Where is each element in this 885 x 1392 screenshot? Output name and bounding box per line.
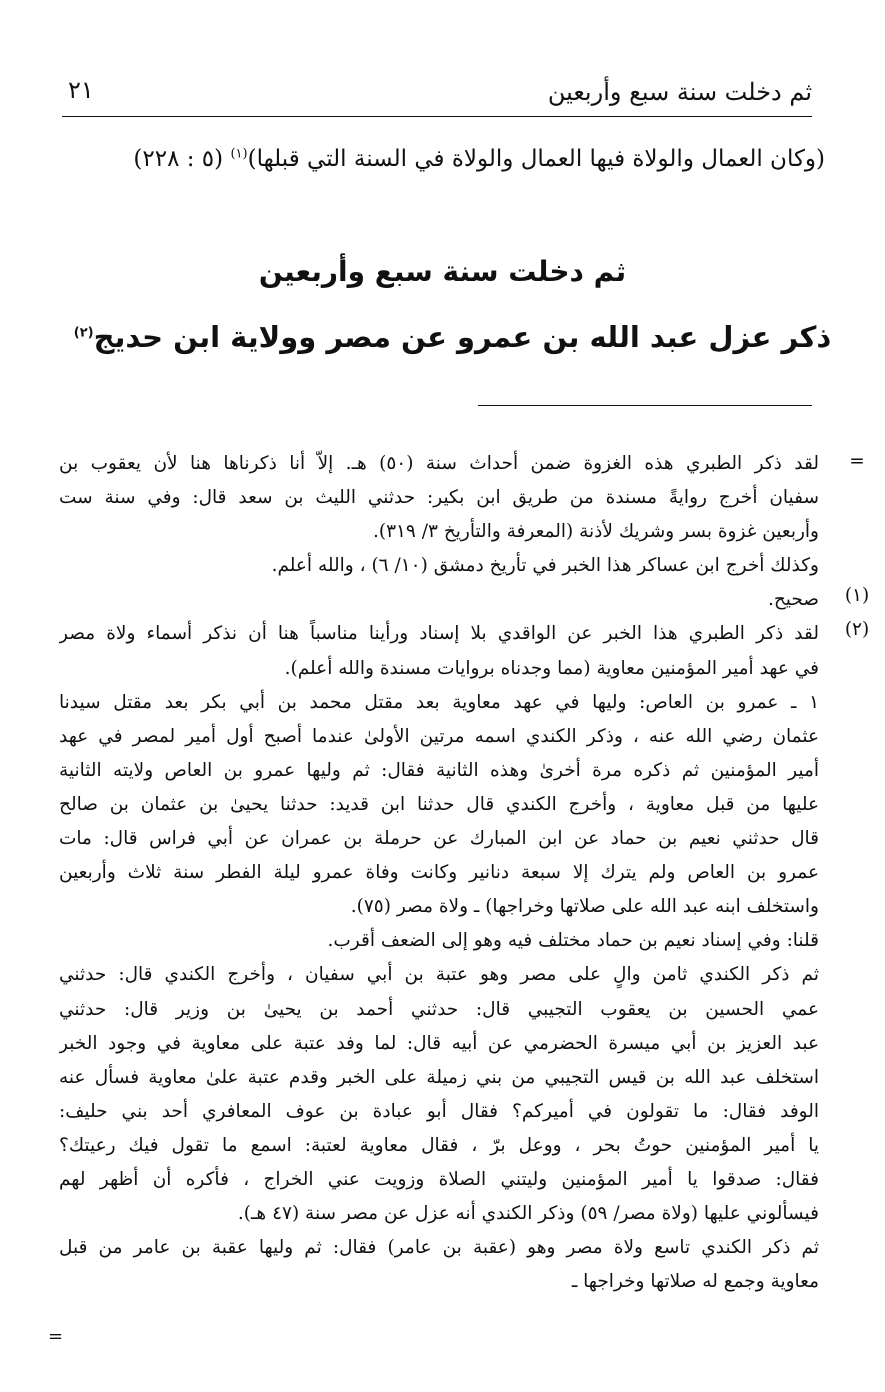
footnote-line: ثم ذكر الكندي ثامن والٍ على مصر وهو عتبة بن أبي سفيان ، وأخرج الكندي قال: حدثني — [59, 964, 819, 986]
footnote-line: عثمان رضي الله عنه ، وذكر الكندي اسمه مرتين الأولىٰ عندما أصبح أول أمير لمصر في عهد — [59, 725, 819, 747]
footnote-line: قال حدثني نعيم بن حماد عن ابن المبارك عن حرملة بن عمران عن أبي فراس قال: مات — [59, 828, 819, 850]
footnote-line: في عهد أمير المؤمنين معاوية (مما وجدناه بروايات مسندة والله أعلم). — [284, 657, 819, 679]
footnote-line: واستخلف ابنه عبد الله على صلاتها وخراجها) ـ ولاة مصر (٧٥). — [350, 896, 819, 918]
footnote-line: عليها من قبل معاوية ، وأخرج الكندي قال حدثنا ابن قديد: حدثنا يحيىٰ بن عثمان بن صالح — [59, 793, 819, 815]
footnotes — [59, 447, 870, 1299]
footnote-line: وكذلك أخرج ابن عساكر هذا الخبر في تأريخ دمشق (١٠/ ٦) ، والله أعلم. — [271, 555, 819, 577]
footnote-line: عمي الحسين بن يعقوب التجيبي قال: حدثني أحمد بن يحيىٰ بن وزير قال: حدثني — [59, 998, 819, 1020]
closing-statement — [65, 146, 825, 172]
year-heading: ثم دخلت سنة سبع وأربعين — [258, 255, 627, 288]
footnote-line: سفيان أخرج روايةً مسندة من طريق ابن بكير: حدثني الليث بن سعد قال: وفي سنة ست — [59, 487, 819, 509]
footnote-line: أمير المؤمنين ثم ذكره مرة أخرىٰ وهذه الثانية فقال: ثم وليها عمرو بن العاص ولايته الثانية — [59, 759, 819, 781]
footnote-line: لقد ذكر الطبري هذه الغزوة ضمن أحداث سنة (٥٠) هـ. إلاّ أنا ذكرناها هنا لأن يعقوب بن — [59, 453, 819, 474]
footnote-line: ١ ـ عمرو بن العاص: وليها في عهد معاوية بعد مقتل محمد بن أبي بكر بعد مقتل سيدنا — [59, 691, 819, 713]
footnote-continuation-marker: = — [849, 451, 865, 472]
footnote-separator — [478, 405, 812, 406]
footnote-line: ثم ذكر الكندي تاسع ولاة مصر وهو (عقبة بن عامر) فقال: ثم وليها عقبة بن عامر من قبل — [59, 1237, 819, 1259]
closing-statement-source: (٥ : ٢٢٨) — [133, 146, 231, 172]
footnote-line: معاوية وجمع له صلاتها وخراجها ـ — [571, 1271, 819, 1293]
running-title: ثم دخلت سنة سبع وأربعين — [547, 78, 812, 106]
footnote-line: استخلف عبد الله بن قيس التجيبي من بني زميلة على الخبر وقدم عتبة علىٰ معاوية فسأل عنه — [59, 1066, 819, 1088]
footnote-line: قلنا: وفي إسناد نعيم بن حماد مختلف فيه وهو إلى الضعف أقرب. — [327, 930, 819, 952]
footnote-ref-2[interactable]: (٢) — [73, 325, 94, 341]
footnote-line: لقد ذكر الطبري هذا الخبر عن الواقدي بلا إسناد ورأينا مناسباً هنا أن نذكر أسماء ولاة مصر — [59, 623, 819, 645]
footnote-line: يا أمير المؤمنين حوتُ بحر ، ووعل برّ ، فقال معاوية لعتبة: اسمع ما تقول فيك رعيتك؟ — [59, 1134, 819, 1156]
footnote-ref-1[interactable]: (١) — [230, 146, 248, 162]
section-heading — [0, 320, 885, 354]
footnote-line: عبد العزيز بن أبي ميسرة الحضرمي عن أبيه قال: لما وفد عتبة على معاوية في وجود الخبر — [59, 1032, 819, 1054]
footnote-line: الوفد فقال: ما تقولون في أميركم؟ فقال أبو عبادة بن عوف المعافري أحد بني حليف: — [59, 1100, 819, 1122]
page-number: ٢١ — [68, 76, 94, 104]
section-heading-text: ذكر عزل عبد الله بن عمرو عن مصر وولاية ابن حديج — [93, 320, 832, 354]
closing-statement-text: (وكان العمال والولاة فيها العمال والولاة في السنة التي قبلها) — [247, 146, 825, 172]
footnote-line: وأربعين غزوة بسر وشريك لأذنة (المعرفة والتأريخ ٣/ ٣١٩). — [372, 521, 819, 543]
footnote-line: فقال: صدقوا يا أمير المؤمنين وليتني الصلاة وزويت عني الخراج ، فأكره أن أظهر لهم — [59, 1168, 819, 1190]
footnote-line: عمرو بن العاص ولم يترك إلا سبعة دنانير وكانت وفاة عمرو ليلة الفطر سنة ثلاث وأربعين — [59, 862, 819, 884]
running-header — [62, 72, 812, 117]
footnote-line: فيسألوني عليها (ولاة مصر/ ٥٩) وذكر الكندي أنه عزل عن مصر سنة (٤٧ هـ). — [237, 1203, 819, 1225]
footnote-marker-2: (٢) — [844, 619, 870, 640]
footnote-marker-1: (١) — [844, 585, 870, 606]
footnote-line: صحيح. — [767, 589, 819, 611]
continuation-marker: = — [48, 1326, 64, 1347]
